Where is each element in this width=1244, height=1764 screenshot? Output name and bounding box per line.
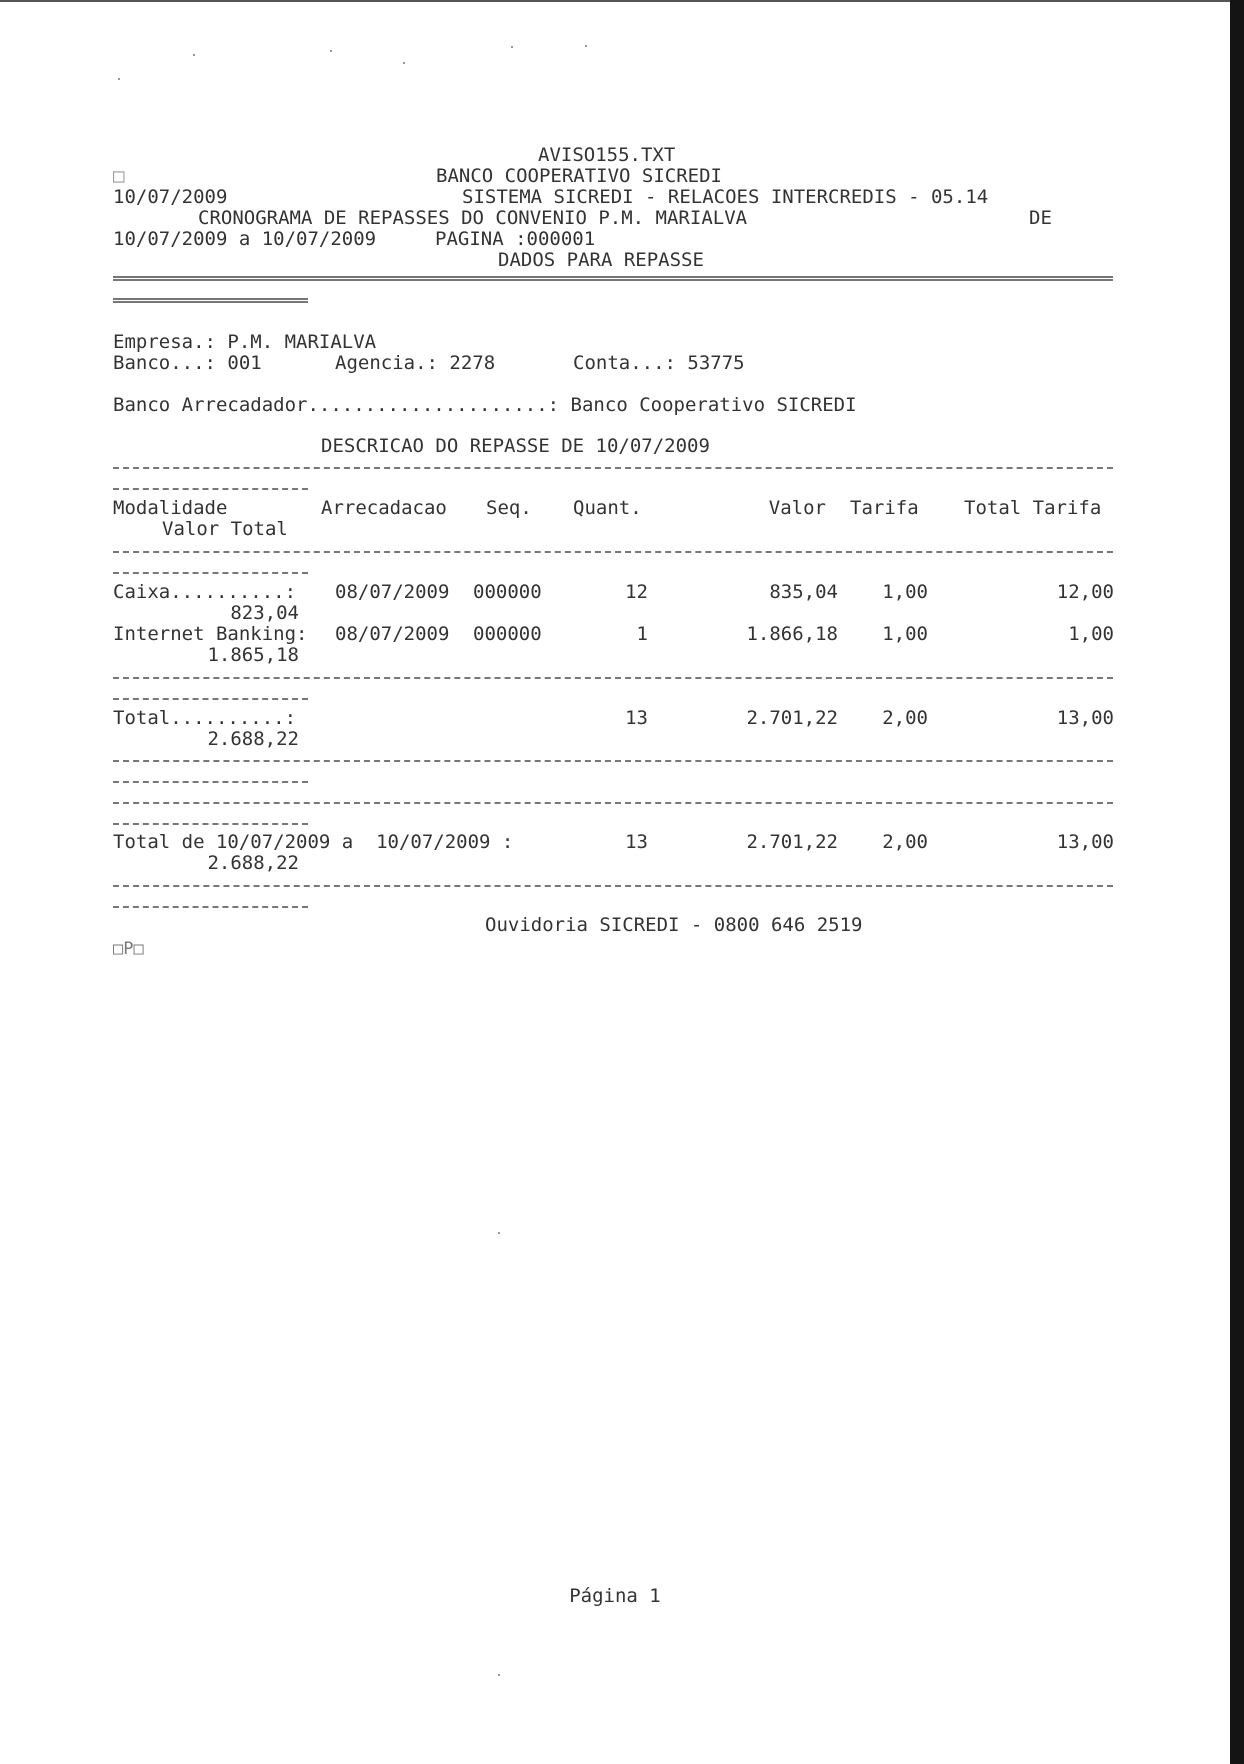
grand-total-tarifa: 2,00 [882, 831, 928, 853]
col-arrecadacao: Arrecadacao [321, 497, 447, 519]
col-seq: Seq. [486, 497, 532, 519]
grand-total-total-tarifa: 13,00 [1056, 831, 1114, 853]
scan-speck [585, 45, 587, 47]
end-marker: □P□ [113, 939, 144, 959]
scan-speck [193, 54, 195, 56]
total-valor-total: 2.688,22 [207, 728, 299, 750]
company-name: Empresa.: P.M. MARIALVA [113, 331, 377, 353]
total-quant: 13 [625, 707, 648, 729]
report-date: 10/07/2009 [113, 186, 228, 208]
dashed-rule [113, 823, 308, 825]
dashed-rule [113, 698, 308, 700]
row-caixa-valor-total: 823,04 [230, 602, 299, 624]
dashed-rule [113, 906, 308, 908]
section-title: DADOS PARA REPASSE [498, 249, 704, 271]
dashed-rule [113, 572, 308, 574]
row-caixa-seq: 000000 [473, 581, 542, 603]
bank-code: Banco...: 001 [113, 352, 262, 374]
row-internet-arrecadacao: 08/07/2009 [335, 623, 450, 645]
description-title: DESCRICAO DO REPASSE DE 10/07/2009 [321, 435, 710, 457]
dashed-rule [113, 551, 1113, 553]
total-valor: 2.701,22 [746, 707, 838, 729]
row-internet-seq: 000000 [473, 623, 542, 645]
col-valor-total: Valor Total [162, 518, 288, 540]
dashed-rule [113, 802, 1113, 804]
row-caixa-valor: 835,04 [769, 581, 838, 603]
double-rule [113, 276, 1113, 281]
row-caixa-quant: 12 [625, 581, 648, 603]
page-number: Página 1 [569, 1585, 661, 1607]
row-caixa-tarifa: 1,00 [882, 581, 928, 603]
col-modalidade: Modalidade [113, 497, 228, 519]
scan-speck [498, 1674, 500, 1676]
dashed-rule [113, 488, 308, 490]
row-internet-total-tarifa: 1,00 [1068, 623, 1114, 645]
row-internet-tarifa: 1,00 [882, 623, 928, 645]
scan-edge [0, 0, 1230, 2]
ombudsman-contact: Ouvidoria SICREDI - 0800 646 2519 [485, 914, 863, 936]
agency-code: Agencia.: 2278 [335, 352, 496, 374]
grand-total-label: Total de 10/07/2009 a 10/07/2009 : [113, 831, 514, 853]
report-period: 10/07/2009 a 10/07/2009 [113, 228, 377, 250]
grand-total-quant: 13 [625, 831, 648, 853]
row-internet-valor: 1.866,18 [746, 623, 838, 645]
row-internet-valor-total: 1.865,18 [207, 644, 299, 666]
scan-speck [498, 1232, 500, 1234]
dashed-rule [113, 760, 1113, 762]
col-total-tarifa: Total Tarifa [964, 497, 1102, 519]
grand-total-valor: 2.701,22 [746, 831, 838, 853]
double-rule [113, 298, 308, 303]
scan-speck [403, 62, 405, 64]
col-tarifa: Tarifa [850, 497, 919, 519]
dashed-rule [113, 781, 308, 783]
row-internet-modalidade: Internet Banking: [113, 623, 308, 645]
schedule-title: CRONOGRAMA DE REPASSES DO CONVENIO P.M. MARIALVA [198, 207, 748, 229]
page-code: PAGINA :000001 [435, 228, 596, 250]
row-caixa-modalidade: Caixa..........: [113, 581, 297, 603]
scan-speck [118, 78, 120, 80]
report-filename: AVISO155.TXT [538, 144, 676, 166]
total-total-tarifa: 13,00 [1056, 707, 1114, 729]
total-label: Total..........: [113, 707, 297, 729]
bank-name: BANCO COOPERATIVO SICREDI [436, 165, 722, 187]
account-number: Conta...: 53775 [573, 352, 745, 374]
dashed-rule [113, 885, 1113, 887]
form-feed-marker: □ [113, 165, 125, 187]
total-tarifa: 2,00 [882, 707, 928, 729]
col-valor: Valor [768, 497, 826, 519]
col-quant: Quant. [573, 497, 642, 519]
collecting-bank: Banco Arrecadador.....................: Banco Cooperativo SICREDI [113, 394, 857, 416]
row-caixa-total-tarifa: 12,00 [1056, 581, 1114, 603]
row-internet-quant: 1 [636, 623, 648, 645]
system-name: SISTEMA SICREDI - RELACOES INTERCREDIS - 05.14 [462, 186, 989, 208]
de-label: DE [1029, 207, 1052, 229]
dashed-rule [113, 677, 1113, 679]
scan-speck [511, 46, 513, 48]
row-caixa-arrecadacao: 08/07/2009 [335, 581, 450, 603]
dashed-rule [113, 467, 1113, 469]
scan-speck [330, 50, 332, 52]
grand-total-valor-total: 2.688,22 [207, 852, 299, 874]
